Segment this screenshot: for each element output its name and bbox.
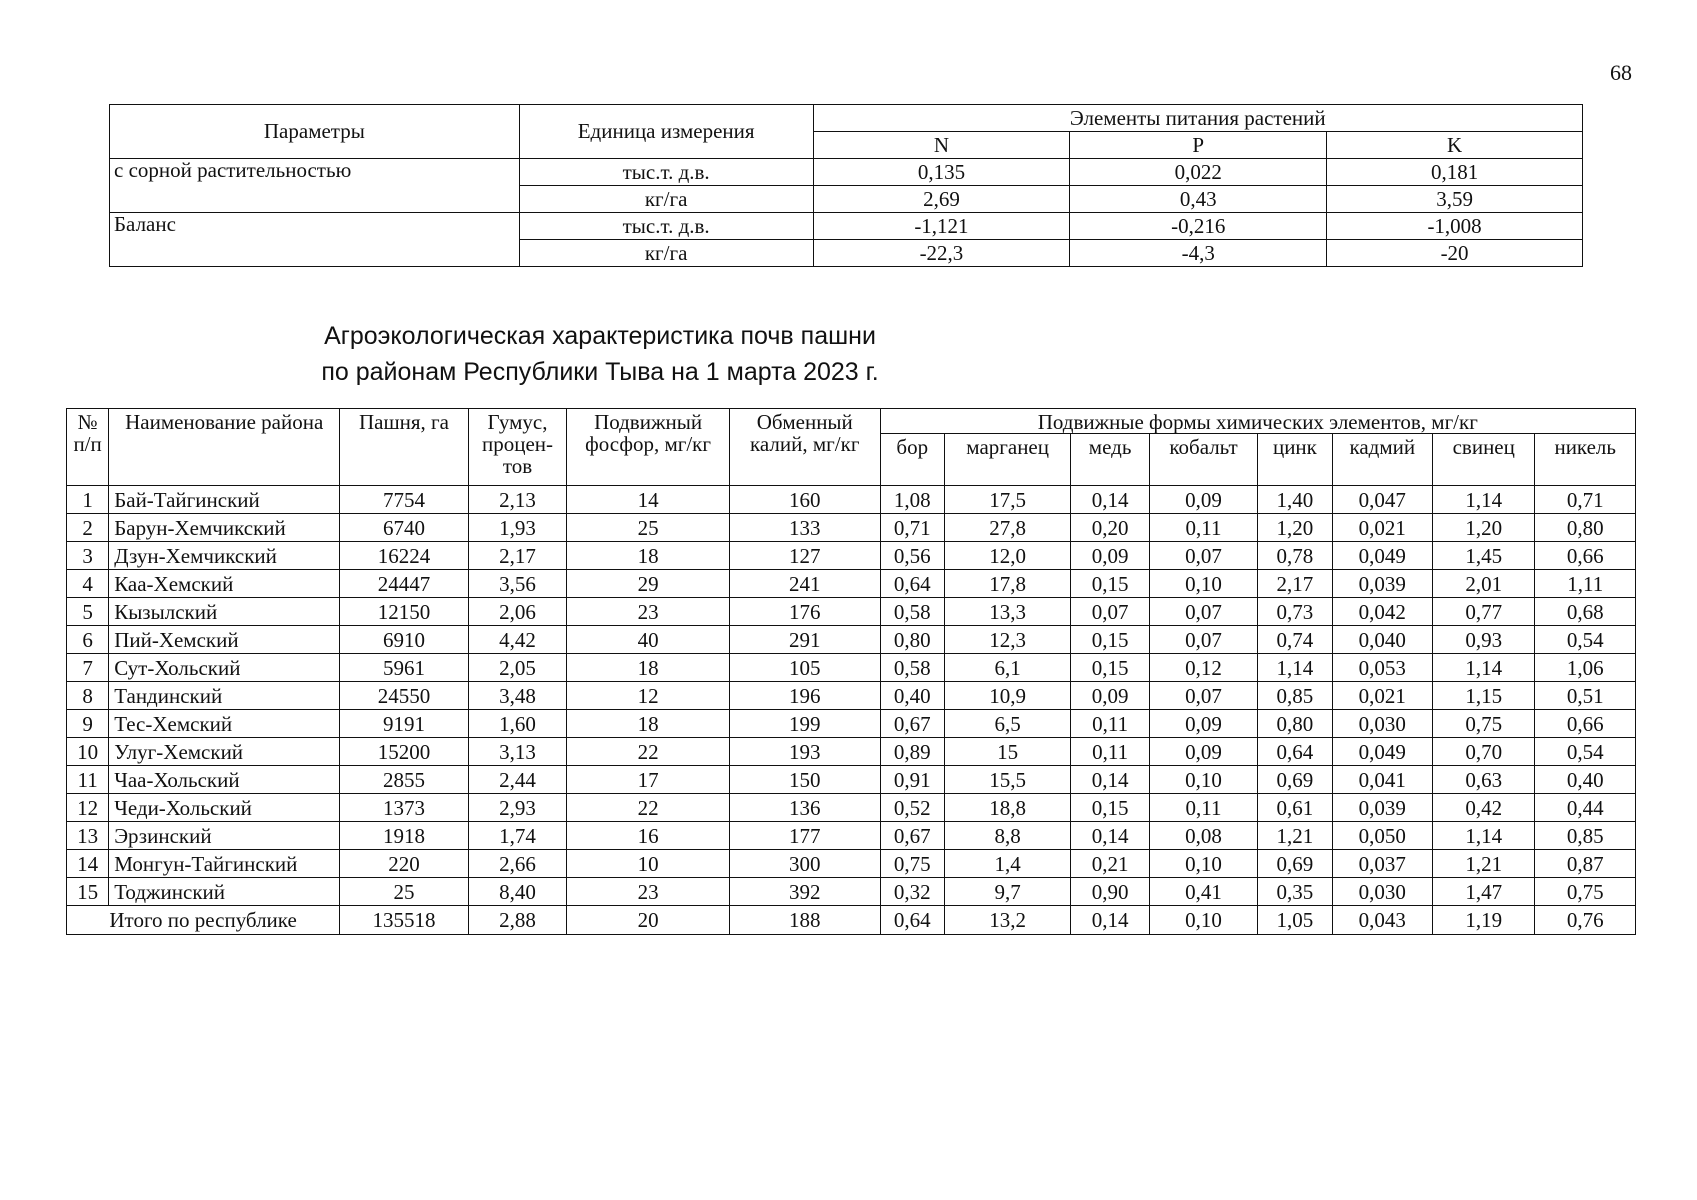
- header-p: P: [1070, 132, 1327, 159]
- manganese-cell: 8,8: [944, 822, 1071, 850]
- arable-cell: 25: [340, 878, 469, 906]
- potassium-cell: 196: [729, 682, 880, 710]
- phosphorus-cell: 22: [567, 794, 730, 822]
- lead-cell: 1,15: [1433, 682, 1535, 710]
- header-k: K: [1327, 132, 1583, 159]
- potassium-cell: 160: [729, 486, 880, 514]
- lead-cell: 0,42: [1433, 794, 1535, 822]
- phosphorus-cell: 18: [567, 542, 730, 570]
- phosphorus-cell: 29: [567, 570, 730, 598]
- cadmium-cell: 0,049: [1332, 738, 1432, 766]
- arable-cell: 5961: [340, 654, 469, 682]
- manganese-cell: 1,4: [944, 850, 1071, 878]
- boron-cell: 0,40: [880, 682, 944, 710]
- cobalt-cell: 0,11: [1149, 794, 1257, 822]
- district-name: Чеди-Хольский: [109, 794, 340, 822]
- phosphorus-cell: 22: [567, 738, 730, 766]
- boron-cell: 0,32: [880, 878, 944, 906]
- page-number: 68: [1610, 60, 1632, 85]
- potassium-cell: 300: [729, 850, 880, 878]
- nickel-cell: 0,51: [1535, 682, 1636, 710]
- n-cell: -22,3: [813, 240, 1070, 267]
- boron-cell: 0,64: [880, 906, 944, 935]
- boron-cell: 0,71: [880, 514, 944, 542]
- manganese-cell: 27,8: [944, 514, 1071, 542]
- boron-cell: 0,64: [880, 570, 944, 598]
- manganese-cell: 15: [944, 738, 1071, 766]
- zinc-cell: 0,80: [1258, 710, 1332, 738]
- district-name: Монгун-Тайгинский: [109, 850, 340, 878]
- header-manganese: марганец: [944, 434, 1071, 486]
- manganese-cell: 13,2: [944, 906, 1071, 935]
- cobalt-cell: 0,08: [1149, 822, 1257, 850]
- potassium-cell: 392: [729, 878, 880, 906]
- copper-cell: 0,15: [1071, 570, 1149, 598]
- p-cell: 0,022: [1070, 159, 1327, 186]
- nickel-cell: 0,66: [1535, 710, 1636, 738]
- district-name: Дзун-Хемчикский: [109, 542, 340, 570]
- cobalt-cell: 0,11: [1149, 514, 1257, 542]
- cadmium-cell: 0,041: [1332, 766, 1432, 794]
- num-cell: 11: [67, 766, 109, 794]
- zinc-cell: 1,21: [1258, 822, 1332, 850]
- potassium-cell: 291: [729, 626, 880, 654]
- num-cell: 4: [67, 570, 109, 598]
- phosphorus-cell: 17: [567, 766, 730, 794]
- arable-cell: 9191: [340, 710, 469, 738]
- nickel-cell: 0,76: [1535, 906, 1636, 935]
- num-cell: 2: [67, 514, 109, 542]
- nickel-cell: 1,06: [1535, 654, 1636, 682]
- table-row: [67, 486, 1636, 514]
- p-cell: -4,3: [1070, 240, 1327, 267]
- table-row: [67, 682, 1636, 710]
- district-name: Сут-Хольский: [109, 654, 340, 682]
- num-cell: 10: [67, 738, 109, 766]
- header-cobalt: кобальт: [1149, 434, 1257, 486]
- arable-cell: 2855: [340, 766, 469, 794]
- humus-cell: 2,93: [468, 794, 566, 822]
- arable-cell: 6910: [340, 626, 469, 654]
- header-lead: свинец: [1433, 434, 1535, 486]
- p-cell: -0,216: [1070, 213, 1327, 240]
- manganese-cell: 13,3: [944, 598, 1071, 626]
- arable-cell: 1918: [340, 822, 469, 850]
- boron-cell: 0,67: [880, 822, 944, 850]
- humus-cell: 4,42: [468, 626, 566, 654]
- district-name: Каа-Хемский: [109, 570, 340, 598]
- manganese-cell: 17,5: [944, 486, 1071, 514]
- boron-cell: 0,58: [880, 654, 944, 682]
- zinc-cell: 0,61: [1258, 794, 1332, 822]
- nickel-cell: 0,87: [1535, 850, 1636, 878]
- row-label: Баланс: [110, 213, 520, 267]
- humus-cell: 8,40: [468, 878, 566, 906]
- lead-cell: 1,47: [1433, 878, 1535, 906]
- district-name: Бай-Тайгинский: [109, 486, 340, 514]
- cadmium-cell: 0,053: [1332, 654, 1432, 682]
- total-row: [67, 906, 1636, 935]
- district-name: Тандинский: [109, 682, 340, 710]
- cadmium-cell: 0,037: [1332, 850, 1432, 878]
- soil-table-body: [67, 486, 1636, 935]
- district-name: Тоджинский: [109, 878, 340, 906]
- potassium-cell: 188: [729, 906, 880, 935]
- copper-cell: 0,11: [1071, 710, 1149, 738]
- district-name: Тес-Хемский: [109, 710, 340, 738]
- table-row: [67, 710, 1636, 738]
- num-cell: 15: [67, 878, 109, 906]
- boron-cell: 0,80: [880, 626, 944, 654]
- boron-cell: 0,91: [880, 766, 944, 794]
- manganese-cell: 10,9: [944, 682, 1071, 710]
- cobalt-cell: 0,12: [1149, 654, 1257, 682]
- nickel-cell: 0,71: [1535, 486, 1636, 514]
- lead-cell: 1,45: [1433, 542, 1535, 570]
- manganese-cell: 12,3: [944, 626, 1071, 654]
- num-cell: 8: [67, 682, 109, 710]
- cobalt-cell: 0,09: [1149, 486, 1257, 514]
- phosphorus-cell: 20: [567, 906, 730, 935]
- cadmium-cell: 0,021: [1332, 682, 1432, 710]
- copper-cell: 0,09: [1071, 542, 1149, 570]
- table-row: [67, 542, 1636, 570]
- zinc-cell: 0,74: [1258, 626, 1332, 654]
- manganese-cell: 17,8: [944, 570, 1071, 598]
- zinc-cell: 1,40: [1258, 486, 1332, 514]
- manganese-cell: 15,5: [944, 766, 1071, 794]
- humus-cell: 2,88: [468, 906, 566, 935]
- phosphorus-cell: 25: [567, 514, 730, 542]
- cobalt-cell: 0,10: [1149, 906, 1257, 935]
- arable-cell: 6740: [340, 514, 469, 542]
- k-cell: -1,008: [1327, 213, 1583, 240]
- humus-cell: 1,60: [468, 710, 566, 738]
- copper-cell: 0,15: [1071, 794, 1149, 822]
- lead-cell: 1,19: [1433, 906, 1535, 935]
- copper-cell: 0,15: [1071, 626, 1149, 654]
- lead-cell: 1,14: [1433, 822, 1535, 850]
- copper-cell: 0,11: [1071, 738, 1149, 766]
- header-boron: бор: [880, 434, 944, 486]
- humus-cell: 3,13: [468, 738, 566, 766]
- potassium-cell: 241: [729, 570, 880, 598]
- header-params: Параметры: [110, 105, 520, 159]
- zinc-cell: 0,85: [1258, 682, 1332, 710]
- n-cell: 0,135: [813, 159, 1070, 186]
- zinc-cell: 1,20: [1258, 514, 1332, 542]
- potassium-cell: 150: [729, 766, 880, 794]
- manganese-cell: 6,1: [944, 654, 1071, 682]
- lead-cell: 0,77: [1433, 598, 1535, 626]
- table-row: [67, 598, 1636, 626]
- copper-cell: 0,20: [1071, 514, 1149, 542]
- phosphorus-cell: 10: [567, 850, 730, 878]
- k-cell: 3,59: [1327, 186, 1583, 213]
- cobalt-cell: 0,07: [1149, 598, 1257, 626]
- cadmium-cell: 0,047: [1332, 486, 1432, 514]
- cobalt-cell: 0,10: [1149, 850, 1257, 878]
- cadmium-cell: 0,050: [1332, 822, 1432, 850]
- table-row: [67, 514, 1636, 542]
- nickel-cell: 0,85: [1535, 822, 1636, 850]
- header-zinc: цинк: [1258, 434, 1332, 486]
- cobalt-cell: 0,07: [1149, 682, 1257, 710]
- humus-cell: 2,66: [468, 850, 566, 878]
- unit-cell: тыс.т. д.в.: [519, 213, 813, 240]
- potassium-cell: 127: [729, 542, 880, 570]
- arable-cell: 135518: [340, 906, 469, 935]
- n-cell: 2,69: [813, 186, 1070, 213]
- num-cell: 14: [67, 850, 109, 878]
- zinc-cell: 0,78: [1258, 542, 1332, 570]
- header-chemical-elements: Подвижные формы химических элементов, мг/кг: [880, 409, 1635, 434]
- district-name: Барун-Хемчикский: [109, 514, 340, 542]
- n-cell: -1,121: [813, 213, 1070, 240]
- potassium-cell: 199: [729, 710, 880, 738]
- phosphorus-cell: 23: [567, 878, 730, 906]
- copper-cell: 0,21: [1071, 850, 1149, 878]
- cobalt-cell: 0,07: [1149, 542, 1257, 570]
- cadmium-cell: 0,021: [1332, 514, 1432, 542]
- lead-cell: 0,70: [1433, 738, 1535, 766]
- humus-cell: 1,74: [468, 822, 566, 850]
- zinc-cell: 2,17: [1258, 570, 1332, 598]
- copper-cell: 0,07: [1071, 598, 1149, 626]
- table-row: [67, 822, 1636, 850]
- lead-cell: 1,21: [1433, 850, 1535, 878]
- zinc-cell: 0,69: [1258, 766, 1332, 794]
- table-row: [67, 626, 1636, 654]
- cadmium-cell: 0,049: [1332, 542, 1432, 570]
- humus-cell: 2,17: [468, 542, 566, 570]
- lead-cell: 0,63: [1433, 766, 1535, 794]
- humus-cell: 2,13: [468, 486, 566, 514]
- lead-cell: 1,14: [1433, 486, 1535, 514]
- phosphorus-cell: 40: [567, 626, 730, 654]
- phosphorus-cell: 16: [567, 822, 730, 850]
- header-nutrient-elements: Элементы питания растений: [813, 105, 1582, 132]
- lead-cell: 1,20: [1433, 514, 1535, 542]
- header-n: N: [813, 132, 1070, 159]
- num-cell: 6: [67, 626, 109, 654]
- humus-cell: 2,05: [468, 654, 566, 682]
- phosphorus-cell: 23: [567, 598, 730, 626]
- potassium-cell: 176: [729, 598, 880, 626]
- unit-cell: тыс.т. д.в.: [519, 159, 813, 186]
- unit-cell: кг/га: [519, 240, 813, 267]
- num-cell: 1: [67, 486, 109, 514]
- k-cell: -20: [1327, 240, 1583, 267]
- boron-cell: 0,58: [880, 598, 944, 626]
- cadmium-cell: 0,042: [1332, 598, 1432, 626]
- arable-cell: 24447: [340, 570, 469, 598]
- arable-cell: 1373: [340, 794, 469, 822]
- nickel-cell: 0,54: [1535, 626, 1636, 654]
- phosphorus-cell: 12: [567, 682, 730, 710]
- potassium-cell: 193: [729, 738, 880, 766]
- district-name: Улуг-Хемский: [109, 738, 340, 766]
- cadmium-cell: 0,030: [1332, 710, 1432, 738]
- header-humus: Гумус, процен-тов: [468, 409, 566, 486]
- table-row: [67, 570, 1636, 598]
- num-cell: 12: [67, 794, 109, 822]
- cadmium-cell: 0,039: [1332, 570, 1432, 598]
- cobalt-cell: 0,07: [1149, 626, 1257, 654]
- potassium-cell: 133: [729, 514, 880, 542]
- manganese-cell: 9,7: [944, 878, 1071, 906]
- copper-cell: 0,09: [1071, 682, 1149, 710]
- cadmium-cell: 0,040: [1332, 626, 1432, 654]
- zinc-cell: 0,69: [1258, 850, 1332, 878]
- zinc-cell: 0,35: [1258, 878, 1332, 906]
- lead-cell: 2,01: [1433, 570, 1535, 598]
- zinc-cell: 0,64: [1258, 738, 1332, 766]
- header-district: Наименование района: [109, 409, 340, 486]
- boron-cell: 0,75: [880, 850, 944, 878]
- zinc-cell: 1,05: [1258, 906, 1332, 935]
- table-row: [67, 738, 1636, 766]
- nickel-cell: 0,66: [1535, 542, 1636, 570]
- boron-cell: 0,56: [880, 542, 944, 570]
- phosphorus-cell: 14: [567, 486, 730, 514]
- humus-cell: 2,06: [468, 598, 566, 626]
- header-cadmium: кадмий: [1332, 434, 1432, 486]
- manganese-cell: 18,8: [944, 794, 1071, 822]
- header-num: № п/п: [67, 409, 109, 486]
- cadmium-cell: 0,043: [1332, 906, 1432, 935]
- nickel-cell: 0,68: [1535, 598, 1636, 626]
- arable-cell: 24550: [340, 682, 469, 710]
- cobalt-cell: 0,10: [1149, 570, 1257, 598]
- copper-cell: 0,14: [1071, 766, 1149, 794]
- boron-cell: 0,89: [880, 738, 944, 766]
- copper-cell: 0,14: [1071, 822, 1149, 850]
- table-row: [67, 794, 1636, 822]
- potassium-cell: 177: [729, 822, 880, 850]
- zinc-cell: 1,14: [1258, 654, 1332, 682]
- total-label: Итого по республике: [67, 906, 340, 935]
- p-cell: 0,43: [1070, 186, 1327, 213]
- cobalt-cell: 0,09: [1149, 710, 1257, 738]
- lead-cell: 0,93: [1433, 626, 1535, 654]
- header-arable: Пашня, га: [340, 409, 469, 486]
- table-row: [110, 213, 1583, 240]
- phosphorus-cell: 18: [567, 710, 730, 738]
- copper-cell: 0,90: [1071, 878, 1149, 906]
- humus-cell: 1,93: [468, 514, 566, 542]
- arable-cell: 15200: [340, 738, 469, 766]
- district-name: Пий-Хемский: [109, 626, 340, 654]
- num-cell: 3: [67, 542, 109, 570]
- zinc-cell: 0,73: [1258, 598, 1332, 626]
- cobalt-cell: 0,09: [1149, 738, 1257, 766]
- nickel-cell: 0,54: [1535, 738, 1636, 766]
- header-nickel: никель: [1535, 434, 1636, 486]
- k-cell: 0,181: [1327, 159, 1583, 186]
- district-name: Чаа-Хольский: [109, 766, 340, 794]
- cobalt-cell: 0,41: [1149, 878, 1257, 906]
- cadmium-cell: 0,030: [1332, 878, 1432, 906]
- arable-cell: 12150: [340, 598, 469, 626]
- lead-cell: 0,75: [1433, 710, 1535, 738]
- nickel-cell: 0,80: [1535, 514, 1636, 542]
- copper-cell: 0,14: [1071, 906, 1149, 935]
- num-cell: 9: [67, 710, 109, 738]
- num-cell: 7: [67, 654, 109, 682]
- header-phosphorus: Подвижный фосфор, мг/кг: [567, 409, 730, 486]
- table-row: [67, 766, 1636, 794]
- row-label: с сорной растительностью: [110, 159, 520, 213]
- copper-cell: 0,14: [1071, 486, 1149, 514]
- soil-characteristics-table: [66, 408, 1636, 935]
- district-name: Эрзинский: [109, 822, 340, 850]
- boron-cell: 0,67: [880, 710, 944, 738]
- boron-cell: 0,52: [880, 794, 944, 822]
- arable-cell: 220: [340, 850, 469, 878]
- cadmium-cell: 0,039: [1332, 794, 1432, 822]
- potassium-cell: 105: [729, 654, 880, 682]
- nickel-cell: 0,75: [1535, 878, 1636, 906]
- num-cell: 5: [67, 598, 109, 626]
- lead-cell: 1,14: [1433, 654, 1535, 682]
- district-name: Кызылский: [109, 598, 340, 626]
- table-row: [110, 159, 1583, 186]
- copper-cell: 0,15: [1071, 654, 1149, 682]
- unit-cell: кг/га: [519, 186, 813, 213]
- boron-cell: 1,08: [880, 486, 944, 514]
- header-potassium: Обменный калий, мг/кг: [729, 409, 880, 486]
- humus-cell: 3,56: [468, 570, 566, 598]
- caption-line-2: по районам Республики Тыва на 1 марта 2023 г.: [321, 358, 879, 386]
- table-row: [67, 878, 1636, 906]
- nutrient-balance-table: [109, 104, 1583, 267]
- table-row: [67, 850, 1636, 878]
- humus-cell: 3,48: [468, 682, 566, 710]
- header-unit: Единица измерения: [519, 105, 813, 159]
- table-row: [67, 654, 1636, 682]
- manganese-cell: 12,0: [944, 542, 1071, 570]
- nickel-cell: 0,40: [1535, 766, 1636, 794]
- humus-cell: 2,44: [468, 766, 566, 794]
- num-cell: 13: [67, 822, 109, 850]
- potassium-cell: 136: [729, 794, 880, 822]
- caption-line-1: Агроэкологическая характеристика почв пашни: [324, 322, 876, 350]
- header-copper: медь: [1071, 434, 1149, 486]
- nickel-cell: 0,44: [1535, 794, 1636, 822]
- arable-cell: 7754: [340, 486, 469, 514]
- nickel-cell: 1,11: [1535, 570, 1636, 598]
- phosphorus-cell: 18: [567, 654, 730, 682]
- manganese-cell: 6,5: [944, 710, 1071, 738]
- table-caption: [0, 318, 1200, 390]
- arable-cell: 16224: [340, 542, 469, 570]
- cobalt-cell: 0,10: [1149, 766, 1257, 794]
